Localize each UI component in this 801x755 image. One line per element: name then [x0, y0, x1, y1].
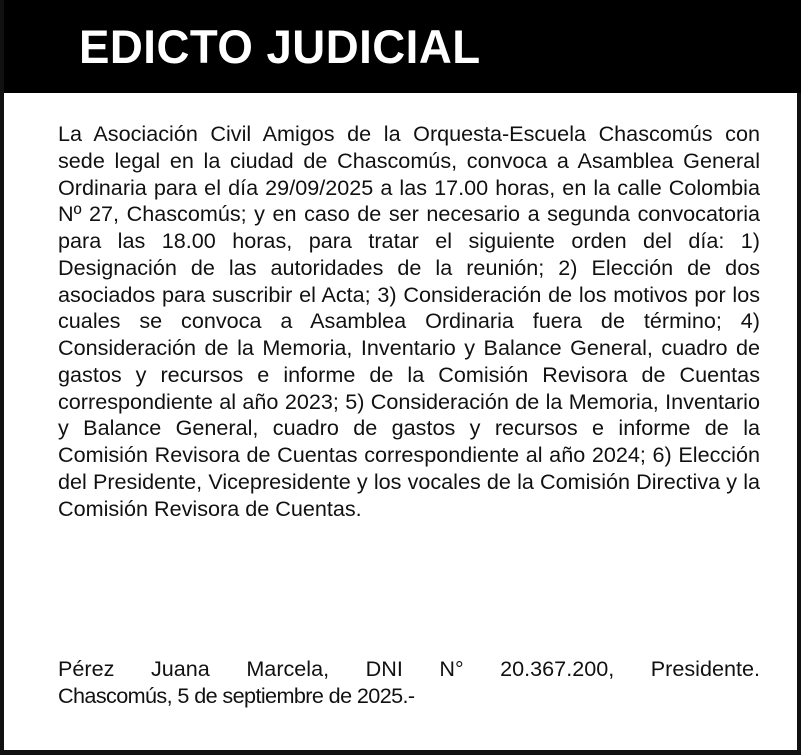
edict-signature-block: [58, 656, 760, 710]
edict-header: [4, 0, 801, 93]
edict-title: EDICTO JUDICIAL: [79, 20, 481, 73]
place-date-line: Chascomús, 5 de septiembre de 2025.-: [58, 682, 415, 708]
signatory-line: Pérez Juana Marcela, DNI N° 20.367.200, Presidente.: [58, 656, 760, 681]
edict-body-paragraph: La Asociación Civil Amigos de la Orquesta-Escuela Chascomús con sede legal en la ciudad de Chascomús, convoca a Asamblea General Ordinaria para el día 29/09/2025 a las 17.00 horas, en la calle Colombia Nº 27, Chascomús; y en caso de ser necesario a segunda convocatoria para las 18.00 horas, para tratar el siguiente orden del día: 1) Designación de las autoridades de la reunión; 2) Elección de dos asociados para suscribir el Acta; 3) Consideración de los motivos por los cuales se convoca a Asamblea Ordinaria fuera de término; 4) Consideración de la Memoria, Inventario y Balance General, cuadro de gastos y recursos e informe de la Comisión Revisora de Cuentas correspondiente al año 2023; 5) Consideración de la Memoria, Inventario y Balance General, cuadro de gastos y recursos e informe de la Comisión Revisora de Cuentas correspondiente al año 2024; 6) Elección del Presidente, Vicepresidente y los vocales de la Comisión Directiva y la Comisión Revisora de Cuentas.: [58, 121, 760, 521]
edict-body: [58, 121, 760, 522]
